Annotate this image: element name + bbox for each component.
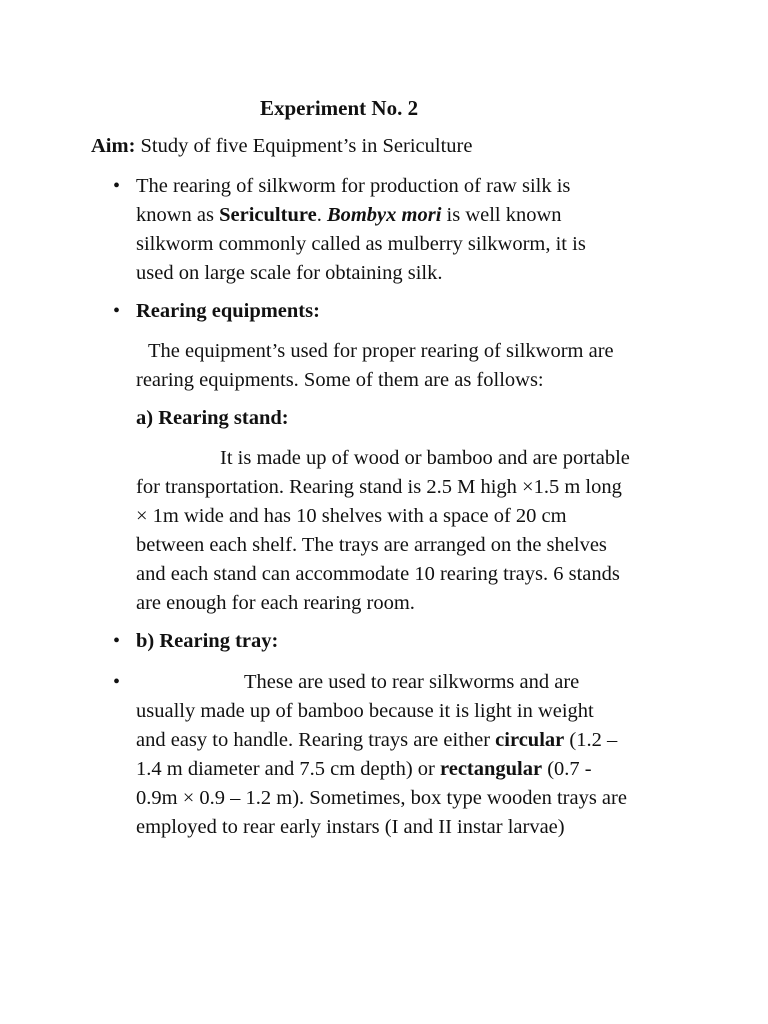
aim-line [91, 132, 472, 160]
rearing-stand-line-4: between each shelf. The trays are arranged on the shelves [136, 534, 607, 556]
rearing-tray-line-5: 0.9m × 0.9 – 1.2 m). Sometimes, box type wooden trays are [136, 787, 627, 809]
intro-paragraph [136, 172, 696, 288]
rectangular-term: rectangular [440, 758, 543, 780]
rearing-stand-heading: a) Rearing stand: [136, 407, 289, 429]
species-name: Bombyx mori [326, 204, 442, 226]
rearing-stand-paragraph [136, 444, 696, 618]
rearing-stand-line-2: for transportation. Rearing stand is 2.5 M high ×1.5 m long [136, 476, 622, 498]
rearing-tray-line-2: usually made up of bamboo because it is light in weight [136, 700, 594, 722]
rearing-tray-line-1: These are used to rear silkworms and are [244, 671, 580, 693]
rearing-equipments-paragraph [136, 337, 696, 395]
intro-line-1: The rearing of silkworm for production of raw silk is [136, 175, 571, 197]
bullet-rearing-equipments: • [113, 300, 121, 322]
rearing-stand-line-1: It is made up of wood or bamboo and are portable [220, 447, 630, 469]
intro-line-4: used on large scale for obtaining silk. [136, 262, 443, 284]
bullet-rearing-tray-text: • [113, 671, 121, 693]
sericulture-term: Sericulture [219, 204, 317, 226]
rearing-tray-line-4: 1.4 m diameter and 7.5 cm depth) or rectangular (0.7 - [136, 758, 592, 780]
bullet-rearing-tray: • [113, 630, 121, 652]
rearing-equipments-line-2: rearing equipments. Some of them are as follows: [136, 369, 544, 391]
intro-line-2: known as Sericulture. Bombyx mori is well known [136, 204, 562, 226]
rearing-tray-line-6: employed to rear early instars (I and II instar larvae) [136, 816, 565, 838]
rearing-stand-line-3: × 1m wide and has 10 shelves with a space of 20 cm [136, 505, 567, 527]
rearing-tray-paragraph [136, 668, 696, 842]
aim-text: Study of five Equipment’s in Sericulture [140, 135, 473, 157]
intro-line-3: silkworm commonly called as mulberry silkworm, it is [136, 233, 586, 255]
rearing-tray-line-3: and easy to handle. Rearing trays are either circular (1.2 – [136, 729, 618, 751]
rearing-equipments-line-1: The equipment’s used for proper rearing of silkworm are [148, 340, 614, 362]
bullet-intro: • [113, 175, 121, 197]
rearing-stand-line-5: and each stand can accommodate 10 rearing trays. 6 stands [136, 563, 620, 585]
circular-term: circular [495, 729, 565, 751]
aim-label: Aim: [91, 135, 136, 157]
rearing-equipments-heading: Rearing equipments: [136, 300, 320, 322]
page-title: Experiment No. 2 [260, 96, 419, 120]
rearing-tray-heading: b) Rearing tray: [136, 630, 279, 652]
rearing-stand-line-6: are enough for each rearing room. [136, 592, 415, 614]
